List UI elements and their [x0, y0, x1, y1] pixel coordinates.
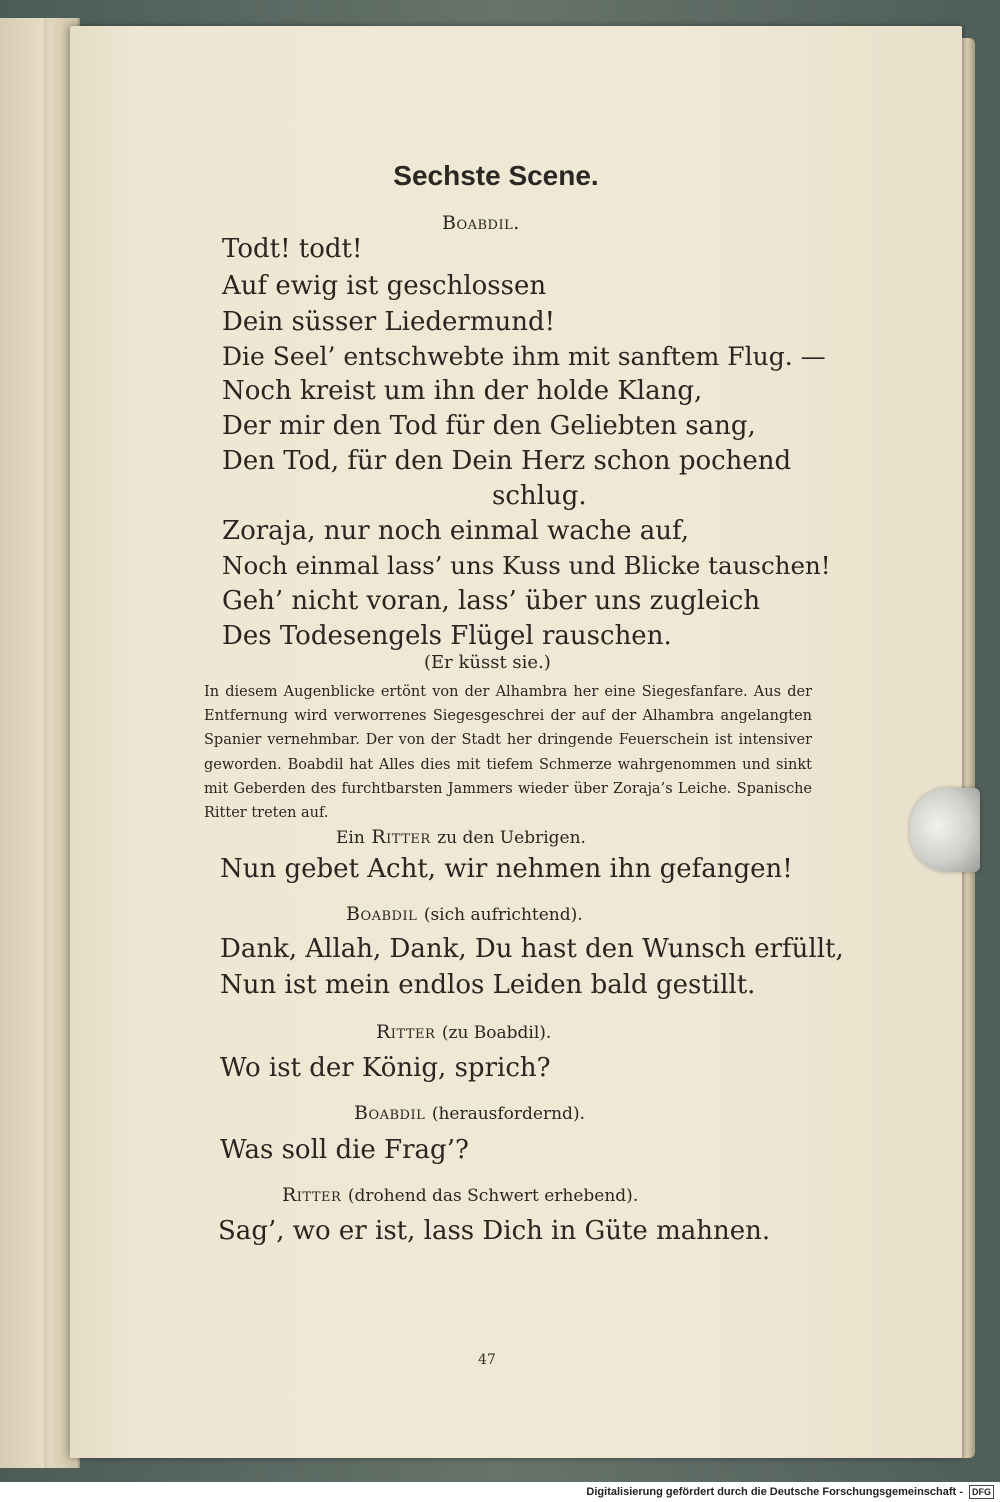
- speaker-name: Ritter: [371, 826, 431, 848]
- scene-title: Sechste Scene.: [393, 160, 599, 191]
- left-page: [0, 18, 80, 1468]
- speaker-name: Ritter: [376, 1021, 436, 1043]
- speaker-name: Boabdil: [354, 1102, 426, 1124]
- speaker-direction: (herausfordernd).: [431, 1104, 585, 1124]
- speaker-ritter-3: [282, 1184, 638, 1206]
- verse-ritter-3: Sag’, wo er ist, lass Dich in Güte mahnen.: [218, 1216, 771, 1246]
- digitization-footer: [0, 1482, 1000, 1502]
- verse-line-11: Geh’ nicht voran, lass’ über uns zugleich: [222, 586, 761, 616]
- verse-boabdil-3: Was soll die Frag’?: [220, 1135, 469, 1165]
- verse-line-2: Auf ewig ist geschlossen: [222, 271, 547, 301]
- speaker-boabdil-1: Boabdil.: [442, 212, 520, 234]
- verse-line-12: Des Todesengels Flügel rauschen.: [222, 621, 672, 651]
- speaker-direction: zu den Uebrigen.: [437, 828, 586, 848]
- stage-direction-kiss: (Er küsst sie.): [424, 652, 551, 673]
- page-clip: [910, 788, 980, 872]
- speaker-direction: (sich aufrichtend).: [423, 905, 583, 925]
- speaker-name: Boabdil: [346, 903, 418, 925]
- page-number: 47: [478, 1352, 496, 1368]
- left-page-fold: [44, 18, 50, 1468]
- speaker-prefix: Ein: [336, 828, 365, 848]
- verse-line-8: schlug.: [492, 481, 587, 511]
- footer-text: Digitalisierung gefördert durch die Deutsche Forschungsgemeinschaft -: [586, 1486, 963, 1498]
- verse-line-6: Der mir den Tod für den Geliebten sang,: [222, 411, 756, 441]
- speaker-name: Ritter: [282, 1184, 342, 1206]
- verse-boabdil-2a: Dank, Allah, Dank, Du hast den Wunsch erfüllt,: [220, 934, 844, 964]
- dfg-logo: DFG: [969, 1485, 994, 1499]
- speaker-direction: (drohend das Schwert erhebend).: [347, 1186, 639, 1206]
- verse-line-4: Die Seel’ entschwebte ihm mit sanftem Flug. —: [222, 342, 826, 371]
- speaker-direction: (zu Boabdil).: [441, 1023, 552, 1043]
- verse-boabdil-2b: Nun ist mein endlos Leiden bald gestillt.: [220, 970, 756, 1000]
- verse-ritter-2: Wo ist der König, sprich?: [220, 1053, 551, 1083]
- verse-line-9: Zoraja, nur noch einmal wache auf,: [222, 516, 689, 546]
- verse-line-10: Noch einmal lass’ uns Kuss und Blicke tauschen!: [222, 551, 831, 580]
- speaker-boabdil-3: [354, 1102, 585, 1124]
- speaker-ritter-2: [376, 1021, 551, 1043]
- speaker-boabdil-2: [346, 903, 583, 925]
- verse-line-3: Dein süsser Liedermund!: [222, 307, 556, 337]
- verse-line-5: Noch kreist um ihn der holde Klang,: [222, 376, 703, 406]
- verse-line-7: Den Tod, für den Dein Herz schon pochend: [222, 446, 792, 476]
- verse-line-1: Todt! todt!: [222, 234, 363, 264]
- stage-direction-paragraph: In diesem Augenblicke ertönt von der Alhambra her eine Siegesfanfare. Aus der Entfernung wird verworrenes Siegesgeschrei der auf der Alhambra angelangten Spanier vernehmbar. Der von der Stadt her dringende Feuerschein ist intensiver geworden. Boabdil hat Alles dies mit tiefem Schmerze wahrgenommen und sinkt mit Geberden des furchtbarsten Jammers wieder über Zoraja’s Leiche. Spanische Ritter treten auf.: [204, 684, 812, 822]
- speaker-ritter-1: [336, 826, 586, 848]
- verse-ritter-1: Nun gebet Acht, wir nehmen ihn gefangen!: [220, 854, 793, 884]
